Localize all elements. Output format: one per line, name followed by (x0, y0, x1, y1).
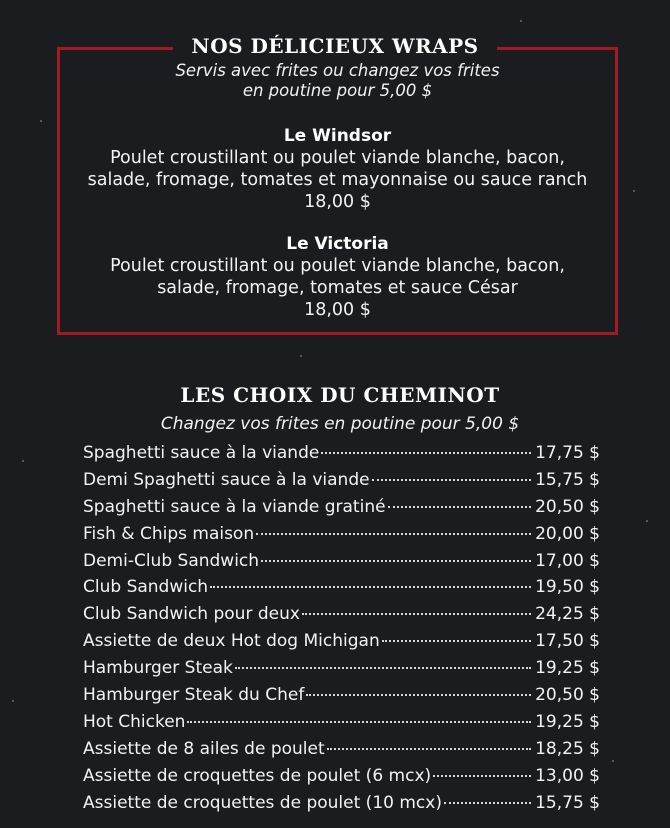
wraps-subtitle (57, 61, 618, 101)
menu-row (83, 574, 600, 601)
dot-leader (261, 559, 531, 562)
background-speck (22, 460, 24, 462)
menu-item-price: 19,25 $ (535, 711, 600, 732)
wraps-title: NOS DÉLICIEUX WRAPS (173, 34, 496, 58)
menu-row (83, 494, 600, 521)
menu-row (83, 467, 600, 494)
dot-leader (321, 451, 531, 454)
dot-leader (327, 747, 531, 750)
menu-row (83, 736, 600, 763)
dot-leader (256, 532, 531, 535)
menu-row (83, 601, 600, 628)
menu-item-price: 20,50 $ (535, 496, 600, 517)
wrap-item-name: Le Windsor (283, 126, 392, 146)
menu-row (83, 628, 600, 655)
dot-leader (306, 693, 531, 696)
wrap-item-desc-line2: salade, fromage, tomates et sauce César (157, 278, 518, 298)
wrap-item-price: 18,00 $ (304, 300, 371, 320)
menu-item-name: Spaghetti sauce à la viande (83, 443, 320, 463)
dot-leader (235, 666, 531, 669)
menu-item-name: Demi Spaghetti sauce à la viande (83, 469, 370, 490)
cheminot-subtitle: Changez vos frites en poutine pour 5,00 $ (160, 414, 520, 434)
menu-item-name: Assiette de 8 ailes de poulet (83, 738, 325, 759)
cheminot-menu-list (83, 440, 600, 816)
menu-item-price: 17,75 $ (535, 443, 600, 463)
background-speck (520, 20, 522, 22)
dot-leader (444, 801, 531, 804)
dot-leader (302, 612, 531, 615)
wrap-item-price: 18,00 $ (304, 192, 371, 212)
background-speck (300, 355, 302, 357)
background-speck (40, 120, 42, 122)
menu-row (83, 655, 600, 682)
wrap-item-name: Le Victoria (286, 234, 389, 254)
background-speck (633, 190, 635, 192)
menu-row (83, 763, 600, 790)
menu-item-price: 20,00 $ (535, 523, 600, 544)
menu-item-name: Demi-Club Sandwich (83, 550, 260, 571)
menu-item-price: 18,25 $ (535, 738, 600, 759)
dot-leader (187, 720, 531, 723)
menu-item-price: 19,25 $ (535, 658, 600, 679)
menu-row (83, 440, 600, 467)
dot-leader (382, 639, 531, 642)
menu-row (83, 521, 600, 548)
wraps-subtitle-line2: en poutine pour 5,00 $ (242, 81, 433, 100)
menu-item-name: Hamburger Steak (83, 658, 233, 679)
background-speck (12, 700, 14, 702)
wrap-item-desc-line1: Poulet croustillant ou poulet viande blanche, bacon, (110, 148, 565, 168)
menu-item-name: Assiette de croquettes de poulet (6 mcx) (83, 765, 432, 786)
dot-leader (372, 478, 532, 481)
background-speck (646, 520, 648, 522)
menu-item-name: Hamburger Steak du Chef (83, 685, 305, 706)
menu-item-price: 17,50 $ (535, 631, 600, 652)
wraps-subtitle-line1: Servis avec frites ou changez vos frites (175, 61, 500, 80)
background-speck (612, 760, 614, 762)
wrap-item-victoria (57, 233, 618, 321)
cheminot-title: LES CHOIX DU CHEMINOT (180, 383, 500, 407)
menu-item-price: 19,50 $ (535, 577, 600, 598)
menu-item-name: Spaghetti sauce à la viande gratiné (83, 496, 386, 517)
dot-leader (388, 505, 532, 508)
menu-item-price: 24,25 $ (535, 604, 600, 625)
wrap-item-windsor (57, 125, 618, 213)
wraps-title-wrap (0, 34, 670, 58)
menu-item-name: Club Sandwich (83, 577, 209, 598)
menu-item-name: Fish & Chips maison (83, 523, 255, 544)
menu-item-name: Assiette de croquettes de poulet (10 mcx) (83, 792, 442, 813)
menu-item-name: Club Sandwich pour deux (83, 604, 300, 625)
menu-row (83, 790, 600, 817)
dot-leader (433, 774, 531, 777)
menu-item-name: Assiette de deux Hot dog Michigan (83, 631, 380, 652)
menu-item-price: 13,00 $ (535, 765, 600, 786)
menu-item-price: 15,75 $ (535, 792, 600, 813)
menu-item-price: 17,00 $ (535, 550, 600, 571)
wrap-item-desc-line2: salade, fromage, tomates et mayonnaise ou sauce ranch (87, 170, 588, 190)
wrap-item-desc-line1: Poulet croustillant ou poulet viande blanche, bacon, (110, 256, 565, 276)
menu-item-price: 15,75 $ (535, 469, 600, 490)
menu-row (83, 709, 600, 736)
menu-row (83, 682, 600, 709)
dot-leader (210, 585, 531, 588)
menu-row (83, 548, 600, 575)
menu-item-price: 20,50 $ (535, 685, 600, 706)
menu-item-name: Hot Chicken (83, 711, 186, 732)
